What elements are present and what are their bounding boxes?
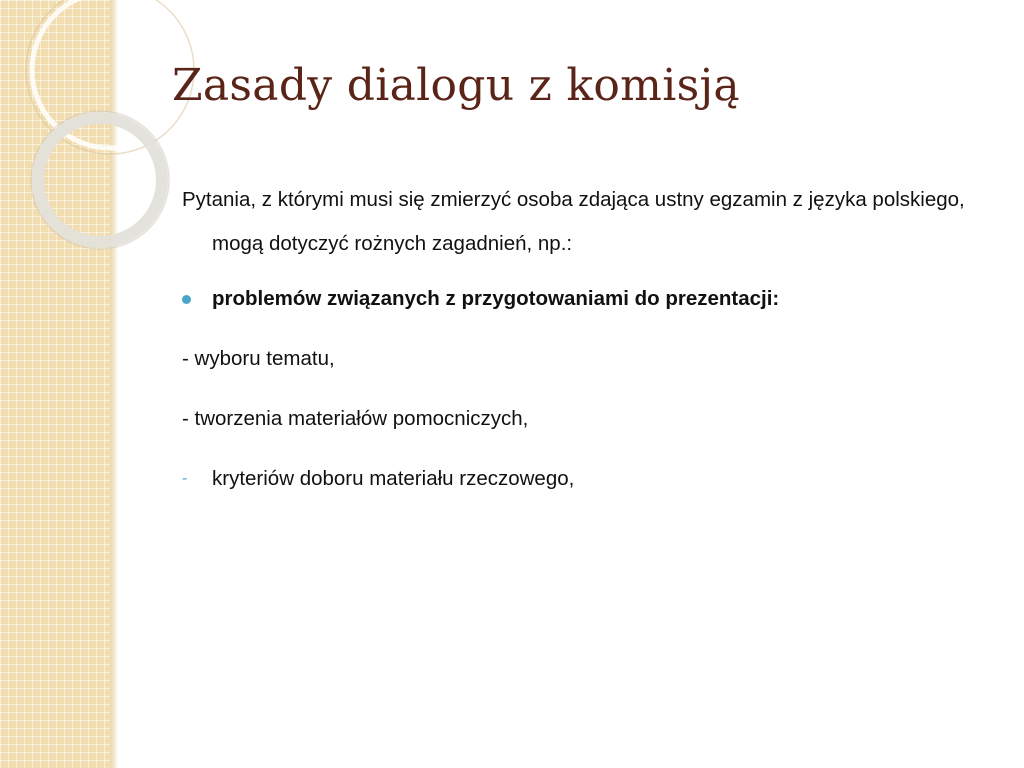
slide-content: [182, 178, 1002, 492]
decorative-side-edge: [110, 0, 118, 768]
bullet-item: [182, 286, 1002, 312]
decorative-side-band: [0, 0, 110, 768]
dash-marker: -: [182, 470, 188, 487]
list-line-materials: - tworzenia materiałów pomocniczych,: [182, 407, 529, 430]
dash-item-text: kryteriów doboru materiału rzeczowego,: [212, 467, 575, 490]
slide-title: Zasady dialogu z komisją: [172, 60, 740, 111]
intro-paragraph: Pytania, z którymi musi się zmierzyć osoba zdająca ustny egzamin z języka polskiego, mogą dotyczyć rożnych zagadnień, np.:: [182, 188, 965, 255]
bullet-dot-icon: [182, 295, 191, 304]
list-line-topic: - wyboru tematu,: [182, 347, 335, 370]
bullet-item-text: problemów związanych z przygotowaniami do prezentacji:: [212, 287, 780, 310]
dash-item: [182, 466, 1002, 492]
